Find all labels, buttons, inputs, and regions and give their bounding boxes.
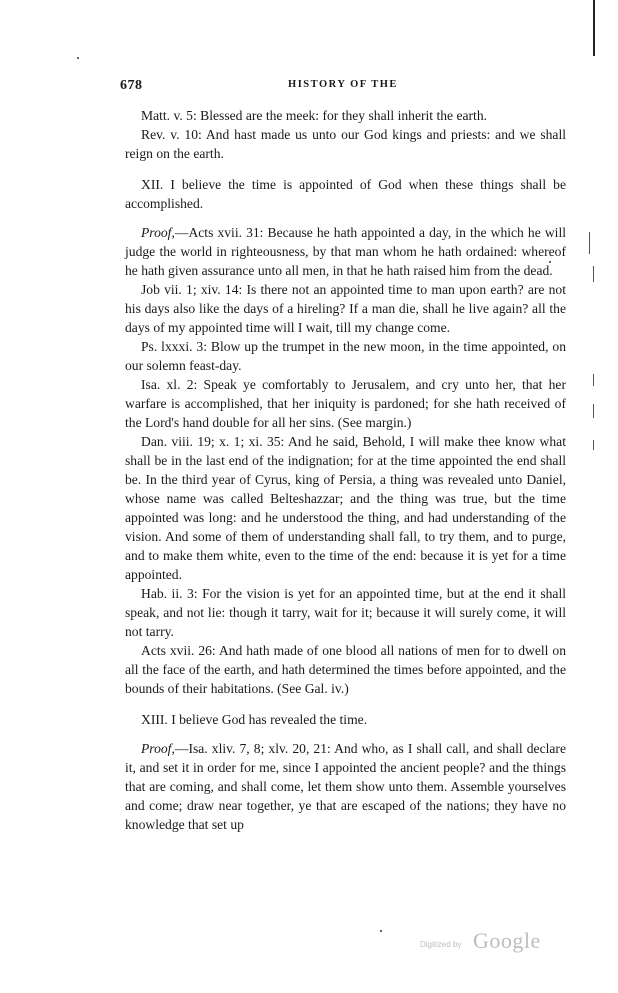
page-number: 678	[120, 78, 143, 93]
scan-speck	[380, 930, 382, 932]
scan-edge-mark	[589, 232, 590, 254]
proof-label: Proof,	[141, 741, 175, 756]
scan-edge-mark	[593, 266, 594, 282]
scan-edge-mark	[593, 404, 594, 418]
scripture-quote: Ps. lxxxi. 3: Blow up the trumpet in the new moon, in the time appointed, on our solemn feast-day.	[125, 339, 566, 373]
watermark-prefix: Digitized by	[420, 940, 462, 949]
scan-edge-line	[593, 0, 595, 56]
proof-paragraph: Proof,—Isa. xliv. 7, 8; xlv. 20, 21: And who, as I shall call, and shall declare it, and set it in order for me, since I appointed the ancient people? and the things that are coming, and shall come, let them show unto them. Assemble yourselves and come; draw near together, ye that are escaped of the nations; they have no knowledge that set up	[125, 741, 566, 832]
scan-edge-mark	[593, 374, 594, 386]
scripture-quote: Job vii. 1; xiv. 14: Is there not an appointed time to man upon earth? are not his days also like the days of a hireling? If a man die, shall he live again? all the days of my appointed time will I wait, till my change come.	[125, 282, 566, 335]
scripture-quote: Dan. viii. 19; x. 1; xi. 35: And he said, Behold, I will make thee know what shall be in the last end of the indignation; for at the time appointed the end shall be. In the third year of Cyrus, king of Persia, a thing was revealed unto Daniel, whose name was called Belteshazzar; and the thing was true, but the time appointed was long: and he understood the thing, and had understanding of the vision. And some of them of understanding shall fall, to try them, and to purge, and to make them white, even to the time of the end: because it is yet for a time appointed.	[125, 434, 566, 582]
scripture-quote: Rev. v. 10: And hast made us unto our God kings and priests: and we shall reign on the earth.	[125, 127, 566, 161]
scripture-quote: Hab. ii. 3: For the vision is yet for an appointed time, but at the end it shall speak, and not lie: though it tarry, wait for it; because it will surely come, it will not tarry.	[125, 586, 566, 639]
proposition-heading: XIII. I believe God has revealed the time.	[141, 712, 368, 727]
scan-edge-mark	[593, 440, 594, 450]
scripture-quote: Acts xvii. 26: And hath made of one blood all nations of men for to dwell on all the face of the earth, and hath determined the times before appointed, and the bounds of their habitations. (See Gal. iv.)	[125, 643, 566, 696]
scripture-quote: Matt. v. 5: Blessed are the meek: for they shall inherit the earth.	[141, 108, 488, 123]
running-head: HISTORY OF THE	[288, 79, 398, 90]
watermark-brand: Google	[473, 928, 541, 953]
scan-speck	[77, 57, 79, 59]
scripture-quote: Isa. xl. 2: Speak ye comfortably to Jerusalem, and cry unto her, that her warfare is accomplished, that her iniquity is pardoned; for she hath received of the Lord's hand double for all her sins. (See margin.)	[125, 377, 566, 430]
page-header	[120, 78, 566, 98]
body-text	[125, 106, 566, 834]
proof-label: Proof,	[141, 225, 175, 240]
digitized-watermark	[420, 928, 580, 956]
proposition-heading: XII. I believe the time is appointed of God when these things shall be accomplished.	[125, 177, 566, 211]
proof-paragraph: Proof,—Acts xvii. 31: Because he hath appointed a day, in the which he will judge the world in righteousness, by that man whom he hath ordained: whereof he hath given assurance unto all men, in that he hath raised him from the dead.	[125, 225, 566, 278]
